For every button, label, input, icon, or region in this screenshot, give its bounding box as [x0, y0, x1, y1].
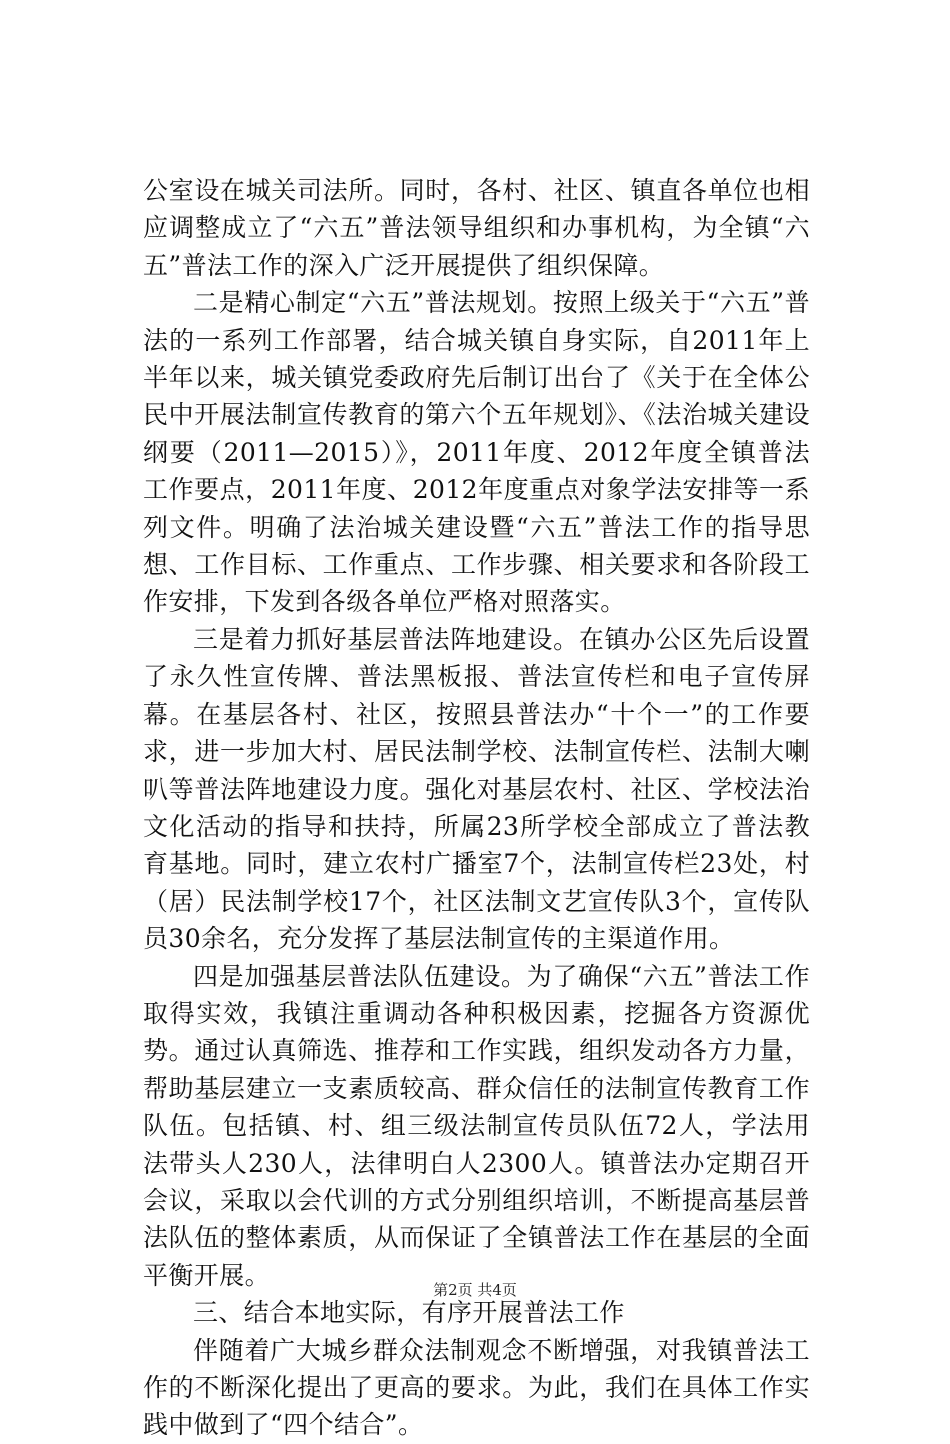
paragraph-continuation: 公室设在城关司法所。同时，各村、社区、镇直各单位也相应调整成立了“六五”普法领导组织和办事机构，为全镇“六五”普法工作的深入广泛开展提供了组织保障。 — [143, 176, 810, 280]
paragraph-four-combinations: 伴随着广大城乡群众法制观念不断增强，对我镇普法工作的不断深化提出了更高的要求。为此，我们在具体工作实践中做到了“四个结合”。 — [143, 1335, 810, 1440]
paragraph-grassroots-positions: 三是着力抓好基层普法阵地建设。在镇办公区先后设置了永久性宣传牌、普法黑板报、普法宣传栏和电子宣传屏幕。在基层各村、社区，按照县普法办“十个一”的工作要求，进一步加大村、居民法制学校、法制宣传栏、法制大喇叭等普法阵地建设力度。强化对基层农村、社区、学校法治文化活动的指导和扶持，所属23所学校全部成立了普法教育基地。同时，建立农村广播室7个，法制宣传栏23处，村（居）民法制学校17个，社区法制文艺宣传队3个，宣传队员30余名，充分发挥了基层法制宣传的主渠道作用。 — [143, 624, 810, 954]
paragraph-team-building: 四是加强基层普法队伍建设。为了确保“六五”普法工作取得实效，我镇注重调动各种积极因素，挖掘各方资源优势。通过认真筛选、推荐和工作实践，组织发动各方力量，帮助基层建立一支素质较高、群众信任的法制宣传教育工作队伍。包括镇、村、组三级法制宣传员队伍72人，学法用法带头人230人，法律明白人2300人。镇普法办定期召开会议，采取以会代训的方式分别组织培训，不断提高基层普法队伍的整体素质，从而保证了全镇普法工作在基层的全面平衡开展。 — [143, 961, 810, 1290]
paragraph-planning: 二是精心制定“六五”普法规划。按照上级关于“六五”普法的一系列工作部署，结合城关镇自身实际，自2011年上半年以来，城关镇党委政府先后制订出台了《关于在全体公民中开展法制宣传教育的第六个五年规划》、《法治城关建设纲要（2011—2015）》，2011年度、2012年度全镇普法工作要点，2011年度、2012年度重点对象学法安排等一系列文件。明确了法治城关建设暨“六五”普法工作的指导思想、工作目标、工作重点、工作步骤、相关要求和各阶段工作安排，下发到各级各单位严格对照落实。 — [143, 288, 810, 617]
section-heading: 三、结合本地实际，有序开展普法工作 — [193, 1298, 625, 1328]
document-body — [143, 172, 810, 1444]
page-number-footer: 第2页 共4页 — [433, 1281, 517, 1299]
